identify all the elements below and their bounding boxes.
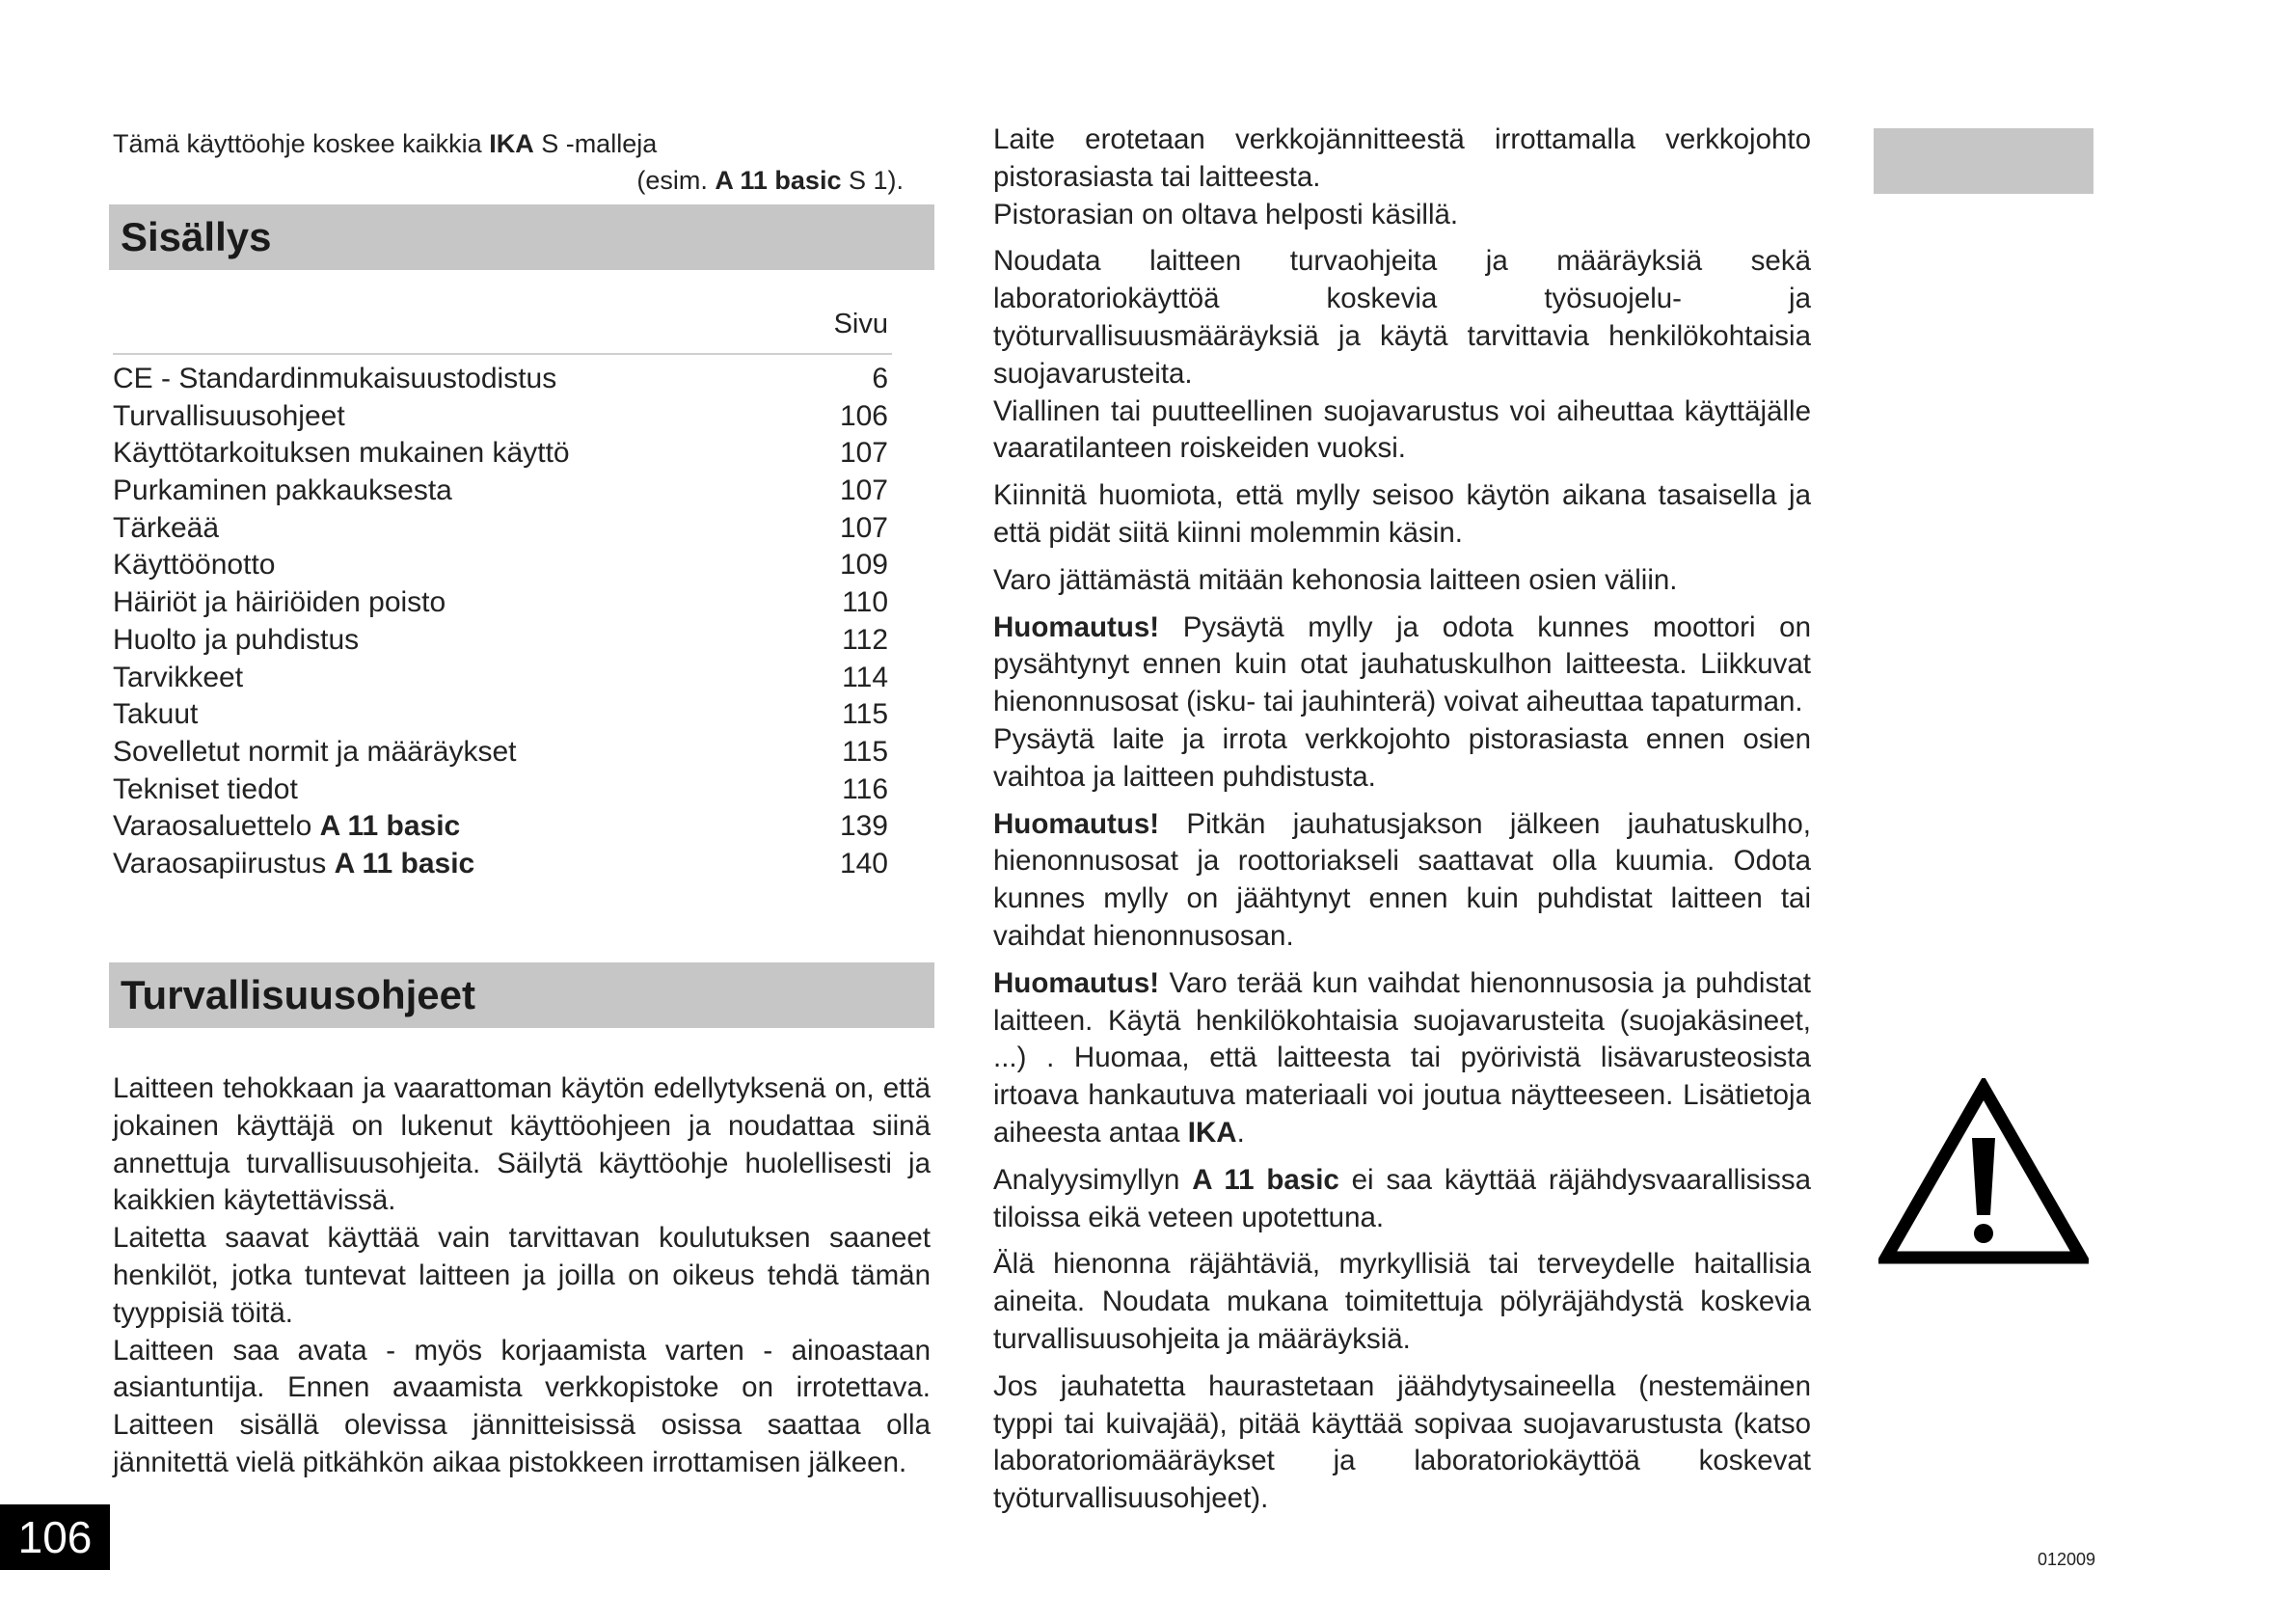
toc-row[interactable]: Tekniset tiedot 116 [113, 772, 888, 805]
page-number: 106 [0, 1504, 110, 1570]
paragraph: Pysäytä laite ja irrota verkkojohto pistorasiasta ennen osien vaihtoa ja laitteen puhdistusta. [993, 722, 1811, 793]
paragraph: Analyysimyllyn A 11 basic ei saa käyttää räjähdysvaarallisissa tiloissa eikä veteen upotettuna. [993, 1163, 1811, 1233]
ika-brand: IKA [489, 129, 534, 158]
toc-row[interactable]: Käyttötarkoituksen mukainen käyttö 107 [113, 437, 888, 470]
paragraph: Viallinen tai puutteellinen suojavarustus voi aiheuttaa käyttäjälle vaaratilanteen roiskeiden vuoksi. [993, 394, 1811, 465]
table-of-contents [113, 361, 888, 883]
toc-row[interactable]: Huolto ja puhdistus 112 [113, 623, 888, 656]
paragraph: Pistorasian on oltava helposti käsillä. [993, 198, 1459, 230]
paragraph: Älä hienonna räjähtäviä, myrkyllisiä tai terveydelle haitallisia aineita. Noudata mukana toimitettuja pölyräjähdystä koskevia turvallisuusohjeita ja määräyksiä. [993, 1248, 1811, 1355]
note-paragraph: Huomautus! Pysäytä mylly ja odota kunnes moottori on pysähtynyt ennen kuin otat jauhatuskulhon laitteesta. Liikkuvat hienonnusosat (isku- tai jauhinterä) voivat aiheuttaa tapaturman. [993, 610, 1811, 718]
toc-row[interactable]: CE - Standardinmukaisuustodistus 6 [113, 363, 888, 394]
toc-row[interactable]: Tarvikkeet 114 [113, 661, 888, 693]
toc-row[interactable]: Käyttöönotto 109 [113, 549, 888, 582]
paragraph: Noudata laitteen turvaohjeita ja määräyksiä sekä laboratoriokäyttöä koskevia työsuojelu- ja työturvallisuusmääräyksiä ja käytä tarvittavia henkilökohtaisia suojavarusteita. [993, 245, 1811, 390]
safety-intro-text [113, 1070, 931, 1482]
toc-row[interactable]: Tärkeää 107 [113, 511, 888, 544]
toc-divider [113, 353, 892, 355]
paragraph: Laitetta saavat käyttää vain tarvittavan koulutuksen saaneet henkilöt, jotka tuntevat laitteen ja joilla on oikeus tehdä tämän tyyppisiä töitä. [113, 1222, 931, 1329]
toc-row-spare-drawing[interactable]: Varaosapiirustus A 11 basic 140 [113, 847, 888, 880]
paragraph: Laitteen saa avata - myös korjaamista varten - ainoastaan asiantuntija. Ennen avaamista verkkopistoke on irrotettava. Laitteen sisällä olevissa jännitteisissä osissa saattaa olla jännitettä vielä pitkähkön aikaa pistokkeen irrottamisen jälkeen. [113, 1334, 931, 1478]
intro-text [113, 125, 904, 199]
toc-row[interactable]: Purkaminen pakkauksesta 107 [113, 474, 888, 507]
document-code: 012009 [2038, 1550, 2096, 1569]
toc-row[interactable]: Turvallisuusohjeet 106 [113, 399, 888, 432]
paragraph: Kiinnitä huomiota, että mylly seisoo käytön aikana tasaisella ja että pidät siitä kiinni molemmin käsin. [993, 479, 1811, 549]
warning-triangle-icon [1878, 1078, 2089, 1265]
toc-row[interactable]: Takuut 115 [113, 698, 888, 731]
intro-line-2: (esim. A 11 basic S 1). [636, 166, 904, 195]
paragraph: Laite erotetaan verkkojännitteestä irrottamalla verkkojohto pistorasiasta tai laitteesta. [993, 123, 1811, 193]
model-name: A 11 basic [715, 166, 842, 195]
toc-heading: Sisällys [109, 204, 934, 270]
paragraph: Varo jättämästä mitään kehonosia laitteen osien väliin. [993, 563, 1678, 596]
toc-row[interactable]: Sovelletut normit ja määräykset 115 [113, 735, 888, 768]
toc-row-spare-list[interactable]: Varaosaluettelo A 11 basic 139 [113, 810, 888, 843]
note-paragraph: Huomautus! Pitkän jauhatusjakson jälkeen jauhatuskulho, hienonnusosat ja roottoriakseli saattavat olla kuumia. Odota kunnes mylly on jäähtynyt ennen kuin puhdistat laitteen tai vaihdat hienonnusosan. [993, 807, 1811, 952]
paragraph: Jos jauhatetta haurastetaan jäähdytysaineella (nestemäinen typpi tai kuivajää), pitää käyttää sopivaa suojavarustusta (katso laboratoriomääräykset ja laboratoriokäyttöä koskevat työturvallisuusohjeet). [993, 1369, 1811, 1515]
safety-heading: Turvallisuusohjeet [109, 962, 934, 1028]
section-tab-marker [1874, 128, 2093, 194]
toc-page-header: Sivu [833, 309, 888, 339]
note-paragraph: Huomautus! Varo terää kun vaihdat hienonnusosia ja puhdistat laitteen. Käytä henkilökohtaisia suojavarusteita (suojakäsineet, ...) . Huomaa, että laitteesta tai pyörivistä lisävarusteosista irtoava hankautuva materiaali voi joutua näytteeseen. Lisätietoja aiheesta antaa IKA. [993, 966, 1811, 1149]
intro-line-1: Tämä käyttöohje koskee kaikkia IKA S -malleja [113, 129, 658, 158]
toc-row[interactable]: Häiriöt ja häiriöiden poisto 110 [113, 586, 888, 619]
safety-instructions-column [993, 122, 1811, 1528]
paragraph: Laitteen tehokkaan ja vaarattoman käytön edellytyksenä on, että jokainen käyttäjä on lukenut käyttöohjeen ja noudattaa siinä annettuja turvallisuusohjeita. Säilytä käyttöohje huolellisesti ja kaikkien käytettävissä. [113, 1072, 931, 1217]
